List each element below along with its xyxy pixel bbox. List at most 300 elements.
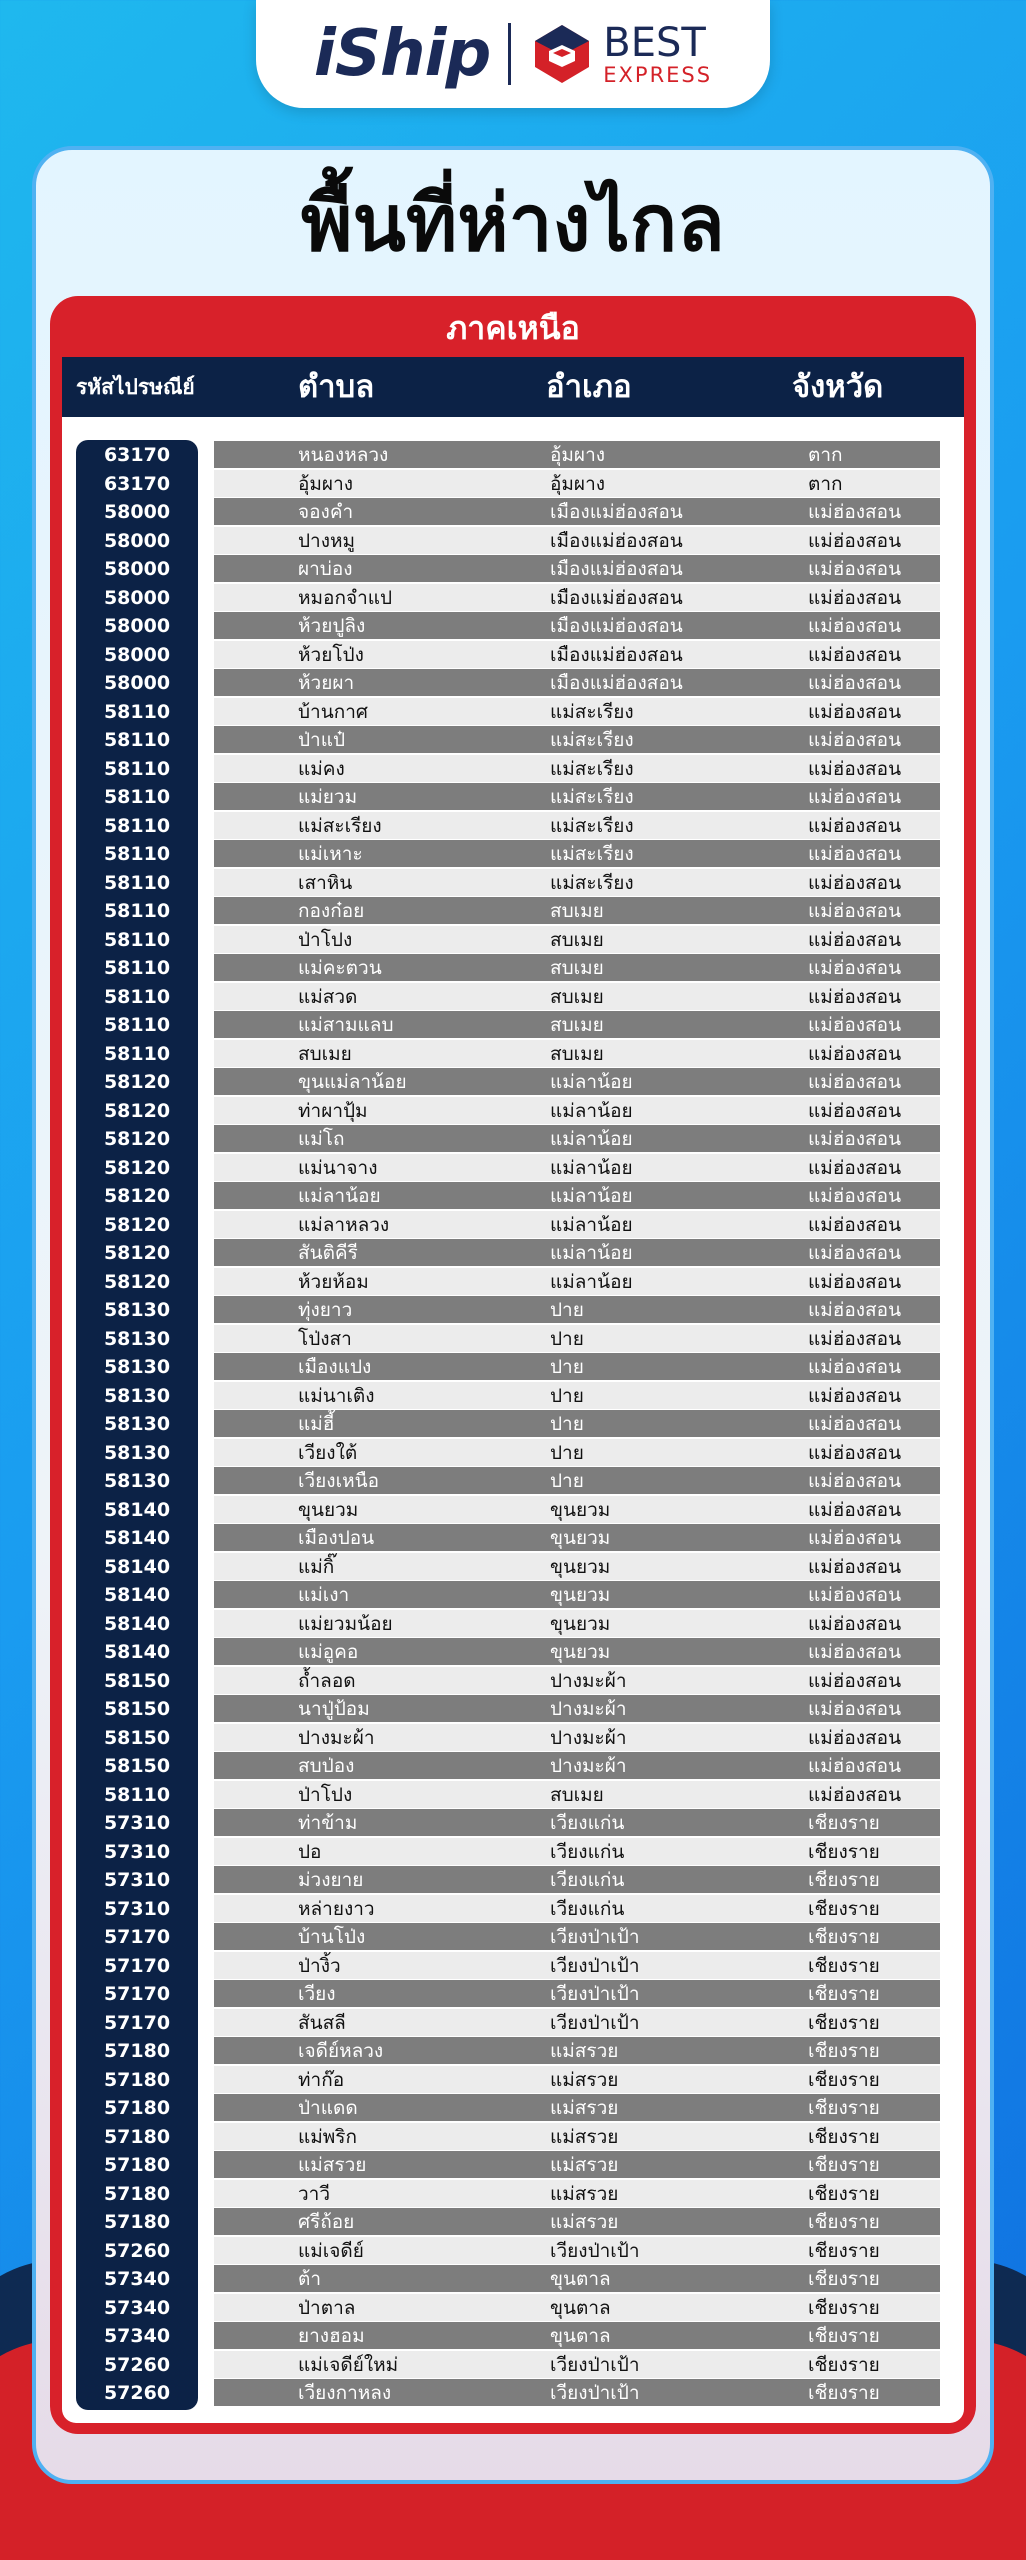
table-row bbox=[0, 2037, 1026, 2066]
subdistrict-cell: แม่ยวมน้อย bbox=[298, 1612, 393, 1635]
table-row bbox=[0, 555, 1026, 584]
postal-code-cell: 58000 bbox=[103, 615, 171, 637]
district-cell: แม่ลาน้อย bbox=[550, 1128, 633, 1150]
province-cell: เชียงราย bbox=[808, 2239, 880, 2262]
district-cell: เมืองแม่ฮ่องสอน bbox=[550, 643, 683, 666]
subdistrict-cell: เวียงเหนือ bbox=[298, 1470, 379, 1492]
subdistrict-cell: วาวี bbox=[298, 2182, 331, 2205]
subdistrict-cell: แม่นาเติง bbox=[298, 1384, 375, 1407]
district-cell: แม่ลาน้อย bbox=[550, 1099, 633, 1122]
postal-code-cell: 58000 bbox=[103, 501, 171, 523]
subdistrict-cell: เมืองปอน bbox=[298, 1527, 375, 1549]
district-cell: แม่สรวย bbox=[550, 2182, 619, 2205]
district-cell: ปางมะผ้า bbox=[550, 1669, 627, 1692]
postal-code-cell: 58120 bbox=[103, 1099, 171, 1122]
province-cell: แม่ฮ่องสอน bbox=[808, 1014, 902, 1036]
province-cell: แม่ฮ่องสอน bbox=[808, 928, 902, 951]
subdistrict-cell: เวียงใต้ bbox=[298, 1441, 358, 1464]
province-cell: แม่ฮ่องสอน bbox=[808, 1299, 902, 1321]
postal-code-cell: 58150 bbox=[103, 1669, 171, 1692]
district-cell: ปาย bbox=[550, 1384, 584, 1407]
table-row bbox=[0, 1553, 1026, 1582]
table-row bbox=[0, 1268, 1026, 1297]
table-row bbox=[0, 1296, 1026, 1325]
postal-code-cell: 57170 bbox=[103, 2011, 171, 2034]
subdistrict-cell: แม่ลาหลวง bbox=[298, 1213, 390, 1236]
subdistrict-cell: แม่พริก bbox=[298, 2125, 358, 2148]
subdistrict-cell: แม่คะตวน bbox=[298, 957, 382, 979]
subdistrict-cell: แม่อูคอ bbox=[298, 1641, 359, 1663]
postal-code-cell: 58130 bbox=[103, 1441, 171, 1464]
subdistrict-cell: แม่สวด bbox=[298, 985, 358, 1008]
table-row bbox=[0, 2123, 1026, 2152]
table-row bbox=[0, 869, 1026, 898]
subdistrict-cell: แม่โถ bbox=[298, 1128, 345, 1150]
table-row bbox=[0, 1382, 1026, 1411]
subdistrict-cell: จองคำ bbox=[298, 501, 354, 523]
province-cell: ตาก bbox=[808, 444, 843, 466]
table-row bbox=[0, 2009, 1026, 2038]
subdistrict-cell: สันสลี bbox=[298, 2011, 346, 2034]
district-cell: แม่ลาน้อย bbox=[550, 1071, 633, 1093]
postal-code-cell: 58120 bbox=[103, 1270, 171, 1293]
subdistrict-cell: ห้วยโป่ง bbox=[298, 643, 364, 666]
subdistrict-cell: แม่สามแลบ bbox=[298, 1014, 394, 1036]
district-cell: อุ้มผาง bbox=[550, 444, 606, 466]
subdistrict-cell: แม่กิ๊ bbox=[298, 1555, 335, 1578]
table-row bbox=[0, 470, 1026, 499]
province-cell: แม่ฮ่องสอน bbox=[808, 1128, 902, 1150]
subdistrict-cell: ป่าตาล bbox=[298, 2296, 356, 2319]
subdistrict-cell: ปางมะผ้า bbox=[298, 1726, 375, 1749]
province-cell: เชียงราย bbox=[808, 1869, 880, 1891]
province-cell: แม่ฮ่องสอน bbox=[808, 1413, 902, 1435]
subdistrict-cell: กองก๋อย bbox=[298, 900, 365, 922]
table-row bbox=[0, 1923, 1026, 1952]
table-row bbox=[0, 2237, 1026, 2266]
table-row bbox=[0, 1638, 1026, 1667]
province-cell: เชียงราย bbox=[808, 2011, 880, 2034]
province-cell: แม่ฮ่องสอน bbox=[808, 957, 902, 979]
postal-code-cell: 57310 bbox=[103, 1840, 171, 1863]
province-cell: แม่ฮ่องสอน bbox=[808, 1441, 902, 1464]
district-cell: เวียงป่าเป้า bbox=[550, 1926, 640, 1948]
province-cell: แม่ฮ่องสอน bbox=[808, 1042, 902, 1065]
district-cell: ปาย bbox=[550, 1299, 584, 1321]
district-cell: แม่ลาน้อย bbox=[550, 1213, 633, 1236]
postal-code-cell: 58110 bbox=[103, 786, 171, 808]
postal-code-cell: 58130 bbox=[103, 1384, 171, 1407]
subdistrict-cell: เวียง bbox=[298, 1983, 336, 2005]
province-cell: เชียงราย bbox=[808, 2125, 880, 2148]
table-row bbox=[0, 1895, 1026, 1924]
subdistrict-cell: แม่คง bbox=[298, 757, 345, 780]
table-row bbox=[0, 1667, 1026, 1696]
district-cell: สบเมย bbox=[550, 1042, 604, 1065]
province-cell: แม่ฮ่องสอน bbox=[808, 900, 902, 922]
best-express-emblem-icon bbox=[529, 21, 595, 87]
province-cell: เชียงราย bbox=[808, 2097, 880, 2119]
postal-code-cell: 58110 bbox=[103, 1783, 171, 1806]
table-row bbox=[0, 527, 1026, 556]
province-cell: ตาก bbox=[808, 472, 843, 495]
province-cell: แม่ฮ่องสอน bbox=[808, 643, 902, 666]
best-express-logo bbox=[529, 21, 712, 87]
table-row bbox=[0, 1496, 1026, 1525]
postal-code-cell: 58110 bbox=[103, 985, 171, 1008]
province-cell: เชียงราย bbox=[808, 2040, 880, 2062]
table-row bbox=[0, 954, 1026, 983]
table-row bbox=[0, 1467, 1026, 1496]
postal-code-cell: 58110 bbox=[103, 871, 171, 894]
province-cell: เชียงราย bbox=[808, 1897, 880, 1920]
province-cell: เชียงราย bbox=[808, 2182, 880, 2205]
header-district: อำเภอ bbox=[546, 369, 632, 405]
subdistrict-cell: ห้วยผา bbox=[298, 672, 355, 694]
postal-code-cell: 58000 bbox=[103, 672, 171, 694]
province-cell: เชียงราย bbox=[808, 2154, 880, 2176]
postal-code-cell: 58120 bbox=[103, 1213, 171, 1236]
district-cell: ปาย bbox=[550, 1470, 584, 1492]
subdistrict-cell: ท่าผาปุ้ม bbox=[298, 1099, 368, 1122]
table-row bbox=[0, 1097, 1026, 1126]
table-row bbox=[0, 1239, 1026, 1268]
province-cell: เชียงราย bbox=[808, 2382, 880, 2404]
postal-code-cell: 58140 bbox=[103, 1527, 171, 1549]
district-cell: เวียงแก่น bbox=[550, 1897, 625, 1920]
postal-code-cell: 58120 bbox=[103, 1185, 171, 1207]
table-row bbox=[0, 2180, 1026, 2209]
postal-code-cell: 58110 bbox=[103, 757, 171, 780]
subdistrict-cell: ป่าแดด bbox=[298, 2097, 358, 2119]
postal-code-cell: 58130 bbox=[103, 1299, 171, 1321]
district-cell: แม่สะเรียง bbox=[550, 843, 634, 865]
district-cell: เวียงแก่น bbox=[550, 1869, 625, 1891]
subdistrict-cell: สบป่อง bbox=[298, 1755, 355, 1777]
postal-code-cell: 58110 bbox=[103, 1014, 171, 1036]
subdistrict-cell: แม่นาจาง bbox=[298, 1156, 378, 1179]
table-row bbox=[0, 983, 1026, 1012]
district-cell: สบเมย bbox=[550, 985, 604, 1008]
postal-code-cell: 58110 bbox=[103, 957, 171, 979]
postal-code-cell: 58140 bbox=[103, 1498, 171, 1521]
postal-code-cell: 58000 bbox=[103, 558, 171, 580]
postal-code-cell: 58150 bbox=[103, 1755, 171, 1777]
province-cell: แม่ฮ่องสอน bbox=[808, 1099, 902, 1122]
province-cell: แม่ฮ่องสอน bbox=[808, 1555, 902, 1578]
table-row bbox=[0, 498, 1026, 527]
province-cell: เชียงราย bbox=[808, 2068, 880, 2091]
district-cell: แม่สรวย bbox=[550, 2097, 619, 2119]
district-cell: เมืองแม่ฮ่องสอน bbox=[550, 558, 683, 580]
subdistrict-cell: ขุนยวม bbox=[298, 1498, 359, 1521]
postal-code-cell: 58140 bbox=[103, 1641, 171, 1663]
province-cell: แม่ฮ่องสอน bbox=[808, 558, 902, 580]
province-cell: แม่ฮ่องสอน bbox=[808, 729, 902, 751]
postal-code-cell: 58140 bbox=[103, 1612, 171, 1635]
postal-code-cell: 58120 bbox=[103, 1128, 171, 1150]
postal-code-cell: 58130 bbox=[103, 1413, 171, 1435]
district-cell: สบเมย bbox=[550, 900, 604, 922]
postal-code-cell: 57180 bbox=[103, 2125, 171, 2148]
iship-logo: iShip bbox=[313, 17, 491, 91]
table-row bbox=[0, 1695, 1026, 1724]
province-cell: แม่ฮ่องสอน bbox=[808, 871, 902, 894]
district-cell: ขุนยวม bbox=[550, 1584, 611, 1606]
district-cell: ขุนตาล bbox=[550, 2325, 611, 2347]
province-cell: เชียงราย bbox=[808, 2325, 880, 2347]
postal-code-cell: 57180 bbox=[103, 2068, 171, 2091]
subdistrict-cell: อุ้มผาง bbox=[298, 472, 354, 495]
district-cell: เวียงป่าเป้า bbox=[550, 1983, 640, 2005]
district-cell: เวียงแก่น bbox=[550, 1812, 625, 1834]
postal-code-cell: 58150 bbox=[103, 1726, 171, 1749]
postal-code-cell: 58000 bbox=[103, 529, 171, 552]
subdistrict-cell: แม่ลาน้อย bbox=[298, 1185, 381, 1207]
postal-code-cell: 58120 bbox=[103, 1242, 171, 1264]
table-row bbox=[0, 897, 1026, 926]
postal-code-cell: 58110 bbox=[103, 700, 171, 723]
table-row bbox=[0, 1838, 1026, 1867]
table-row bbox=[0, 926, 1026, 955]
subdistrict-cell: แม่เจดีย์ใหม่ bbox=[298, 2353, 399, 2376]
province-cell: แม่ฮ่องสอน bbox=[808, 586, 902, 609]
postal-code-cell: 58140 bbox=[103, 1584, 171, 1606]
district-cell: แม่ลาน้อย bbox=[550, 1185, 633, 1207]
subdistrict-cell: ต้า bbox=[298, 2268, 322, 2290]
postal-code-cell: 58110 bbox=[103, 1042, 171, 1065]
table-row bbox=[0, 755, 1026, 784]
district-cell: แม่ลาน้อย bbox=[550, 1156, 633, 1179]
district-cell: แม่สรวย bbox=[550, 2125, 619, 2148]
table-row bbox=[0, 1040, 1026, 1069]
subdistrict-cell: ยางฮอม bbox=[298, 2325, 365, 2347]
postal-code-cell: 57180 bbox=[103, 2040, 171, 2062]
district-cell: เมืองแม่ฮ่องสอน bbox=[550, 672, 683, 694]
header-subdistrict: ตำบล bbox=[298, 369, 375, 405]
province-cell: แม่ฮ่องสอน bbox=[808, 1270, 902, 1293]
province-cell: แม่ฮ่องสอน bbox=[808, 1185, 902, 1207]
table-row bbox=[0, 1068, 1026, 1097]
district-cell: เวียงป่าเป้า bbox=[550, 1954, 640, 1977]
district-cell: แม่สะเรียง bbox=[550, 757, 634, 780]
table-row bbox=[0, 1439, 1026, 1468]
district-cell: ขุนยวม bbox=[550, 1641, 611, 1663]
subdistrict-cell: แม่สะเรียง bbox=[298, 814, 382, 837]
district-cell: ปาย bbox=[550, 1441, 584, 1464]
province-cell: แม่ฮ่องสอน bbox=[808, 786, 902, 808]
province-cell: แม่ฮ่องสอน bbox=[808, 1641, 902, 1663]
subdistrict-cell: หนองหลวง bbox=[298, 444, 389, 466]
province-cell: แม่ฮ่องสอน bbox=[808, 1669, 902, 1692]
postal-code-cell: 58130 bbox=[103, 1356, 171, 1378]
table-row bbox=[0, 1125, 1026, 1154]
table-row bbox=[0, 1325, 1026, 1354]
subdistrict-cell: ถ้ำลอด bbox=[298, 1669, 356, 1692]
table-row bbox=[0, 1866, 1026, 1895]
postal-code-cell: 57260 bbox=[103, 2353, 171, 2376]
header-province: จังหวัด bbox=[792, 369, 884, 405]
postal-code-cell: 58130 bbox=[103, 1470, 171, 1492]
subdistrict-cell: ขุนแม่ลาน้อย bbox=[298, 1071, 407, 1093]
province-cell: แม่ฮ่องสอน bbox=[808, 1755, 902, 1777]
district-cell: ขุนตาล bbox=[550, 2268, 611, 2290]
province-cell: แม่ฮ่องสอน bbox=[808, 1327, 902, 1350]
express-wordmark: EXPRESS bbox=[603, 62, 713, 87]
province-cell: เชียงราย bbox=[808, 1926, 880, 1948]
subdistrict-cell: ป่างิ้ว bbox=[298, 1954, 341, 1977]
district-cell: แม่ลาน้อย bbox=[550, 1270, 633, 1293]
table-row bbox=[0, 2066, 1026, 2095]
district-cell: ปาย bbox=[550, 1413, 584, 1435]
subdistrict-cell: หล่ายงาว bbox=[298, 1897, 375, 1920]
table-row bbox=[0, 812, 1026, 841]
province-cell: แม่ฮ่องสอน bbox=[808, 1698, 902, 1720]
district-cell: สบเมย bbox=[550, 1783, 604, 1806]
district-cell: สบเมย bbox=[550, 928, 604, 951]
table-row bbox=[0, 1781, 1026, 1810]
subdistrict-cell: หมอกจำแป bbox=[298, 586, 393, 609]
district-cell: แม่สรวย bbox=[550, 2068, 619, 2091]
subdistrict-cell: เจดีย์หลวง bbox=[298, 2040, 384, 2062]
subdistrict-cell: แม่เหาะ bbox=[298, 843, 363, 865]
province-cell: เชียงราย bbox=[808, 2268, 880, 2290]
best-wordmark: BEST bbox=[603, 19, 706, 66]
table-row bbox=[0, 1410, 1026, 1439]
province-cell: แม่ฮ่องสอน bbox=[808, 1783, 902, 1806]
postal-code-cell: 58110 bbox=[103, 843, 171, 865]
district-cell: แม่สรวย bbox=[550, 2154, 619, 2176]
postal-code-cell: 58130 bbox=[103, 1327, 171, 1350]
subdistrict-cell: เสาหิน bbox=[298, 871, 353, 894]
subdistrict-cell: ป่าแป๋ bbox=[298, 729, 346, 751]
province-cell: เชียงราย bbox=[808, 1840, 880, 1863]
subdistrict-cell: แม่ฮี้ bbox=[298, 1413, 335, 1435]
subdistrict-cell: เมืองแปง bbox=[298, 1356, 372, 1378]
postal-code-cell: 58150 bbox=[103, 1698, 171, 1720]
subdistrict-cell: ม่วงยาย bbox=[298, 1869, 364, 1891]
postal-code-cell: 58000 bbox=[103, 586, 171, 609]
district-cell: สบเมย bbox=[550, 957, 604, 979]
province-cell: เชียงราย bbox=[808, 2211, 880, 2233]
subdistrict-cell: แม่เงา bbox=[298, 1584, 350, 1606]
table-row bbox=[0, 669, 1026, 698]
province-cell: แม่ฮ่องสอน bbox=[808, 1470, 902, 1492]
district-cell: แม่สะเรียง bbox=[550, 729, 634, 751]
subdistrict-cell: ศรีถ้อย bbox=[298, 2211, 355, 2233]
subdistrict-cell: ห้วยห้อม bbox=[298, 1270, 369, 1293]
province-cell: เชียงราย bbox=[808, 1983, 880, 2005]
subdistrict-cell: ทุ่งยาว bbox=[298, 1299, 353, 1321]
district-cell: แม่สะเรียง bbox=[550, 786, 634, 808]
province-cell: เชียงราย bbox=[808, 1954, 880, 1977]
subdistrict-cell: สันติคีรี bbox=[298, 1242, 358, 1264]
postal-code-cell: 57180 bbox=[103, 2097, 171, 2119]
district-cell: เวียงป่าเป้า bbox=[550, 2353, 640, 2376]
table-row bbox=[0, 2151, 1026, 2180]
province-cell: แม่ฮ่องสอน bbox=[808, 615, 902, 637]
district-cell: ขุนตาล bbox=[550, 2296, 611, 2319]
subdistrict-cell: เวียงกาหลง bbox=[298, 2382, 392, 2404]
province-cell: แม่ฮ่องสอน bbox=[808, 843, 902, 865]
logo-header bbox=[256, 0, 770, 108]
subdistrict-cell: ป่าโปง bbox=[298, 928, 353, 951]
postal-code-cell: 57340 bbox=[103, 2296, 171, 2319]
postal-code-cell: 58000 bbox=[103, 643, 171, 666]
table-row bbox=[0, 1154, 1026, 1183]
table-row bbox=[0, 1353, 1026, 1382]
subdistrict-cell: บ้านโป่ง bbox=[298, 1926, 366, 1948]
table-header bbox=[62, 357, 964, 417]
subdistrict-cell: ท่าก๊อ bbox=[298, 2068, 345, 2091]
province-cell: แม่ฮ่องสอน bbox=[808, 1527, 902, 1549]
district-cell: ขุนยวม bbox=[550, 1555, 611, 1578]
subdistrict-cell: ห้วยปูลิง bbox=[298, 615, 366, 637]
district-cell: ปางมะผ้า bbox=[550, 1726, 627, 1749]
table-row bbox=[0, 2379, 1026, 2408]
postal-code-cell: 57340 bbox=[103, 2268, 171, 2290]
district-cell: แม่ลาน้อย bbox=[550, 1242, 633, 1264]
province-cell: เชียงราย bbox=[808, 2353, 880, 2376]
district-cell: เมืองแม่ฮ่องสอน bbox=[550, 586, 683, 609]
header-postal-code: รหัสไปรษณีย์ bbox=[76, 375, 195, 399]
subdistrict-cell: โป่งสา bbox=[298, 1327, 352, 1350]
page-title: พื้นที่ห่างไกล bbox=[301, 179, 725, 269]
table-row bbox=[0, 2294, 1026, 2323]
province-cell: แม่ฮ่องสอน bbox=[808, 985, 902, 1008]
table-row bbox=[0, 584, 1026, 613]
table-row bbox=[0, 441, 1026, 470]
district-cell: เมืองแม่ฮ่องสอน bbox=[550, 529, 683, 552]
postal-code-cell: 58110 bbox=[103, 814, 171, 837]
postal-code-cell: 57310 bbox=[103, 1869, 171, 1891]
district-cell: แม่สรวย bbox=[550, 2040, 619, 2062]
district-cell: แม่สรวย bbox=[550, 2211, 619, 2233]
table-row bbox=[0, 1610, 1026, 1639]
subdistrict-cell: สบเมย bbox=[298, 1042, 352, 1065]
table-row bbox=[0, 2351, 1026, 2380]
postal-code-cell: 57260 bbox=[103, 2239, 171, 2262]
table-row bbox=[0, 1581, 1026, 1610]
province-cell: แม่ฮ่องสอน bbox=[808, 1498, 902, 1521]
district-cell: เมืองแม่ฮ่องสอน bbox=[550, 501, 683, 523]
province-cell: แม่ฮ่องสอน bbox=[808, 1242, 902, 1264]
subdistrict-cell: ท่าข้าม bbox=[298, 1812, 358, 1834]
district-cell: ปาย bbox=[550, 1327, 584, 1350]
postal-code-cell: 57180 bbox=[103, 2154, 171, 2176]
province-cell: เชียงราย bbox=[808, 2296, 880, 2319]
district-cell: เวียงแก่น bbox=[550, 1840, 625, 1863]
table-row bbox=[0, 1211, 1026, 1240]
province-cell: แม่ฮ่องสอน bbox=[808, 672, 902, 694]
table-row bbox=[0, 2094, 1026, 2123]
postal-code-cell: 58110 bbox=[103, 928, 171, 951]
subdistrict-cell: ปางหมู bbox=[298, 529, 356, 552]
subdistrict-cell: แม่เจดีย์ bbox=[298, 2239, 364, 2262]
district-cell: ขุนยวม bbox=[550, 1498, 611, 1521]
postal-code-cell: 58140 bbox=[103, 1555, 171, 1578]
postal-code-cell: 58110 bbox=[103, 729, 171, 751]
province-cell: เชียงราย bbox=[808, 1812, 880, 1834]
postal-code-cell: 58110 bbox=[103, 900, 171, 922]
logo-divider bbox=[508, 23, 511, 85]
province-cell: แม่ฮ่องสอน bbox=[808, 1726, 902, 1749]
table-row bbox=[0, 1524, 1026, 1553]
district-cell: ปาย bbox=[550, 1356, 584, 1378]
district-cell: แม่สะเรียง bbox=[550, 814, 634, 837]
district-cell: ขุนยวม bbox=[550, 1527, 611, 1549]
province-cell: แม่ฮ่องสอน bbox=[808, 501, 902, 523]
